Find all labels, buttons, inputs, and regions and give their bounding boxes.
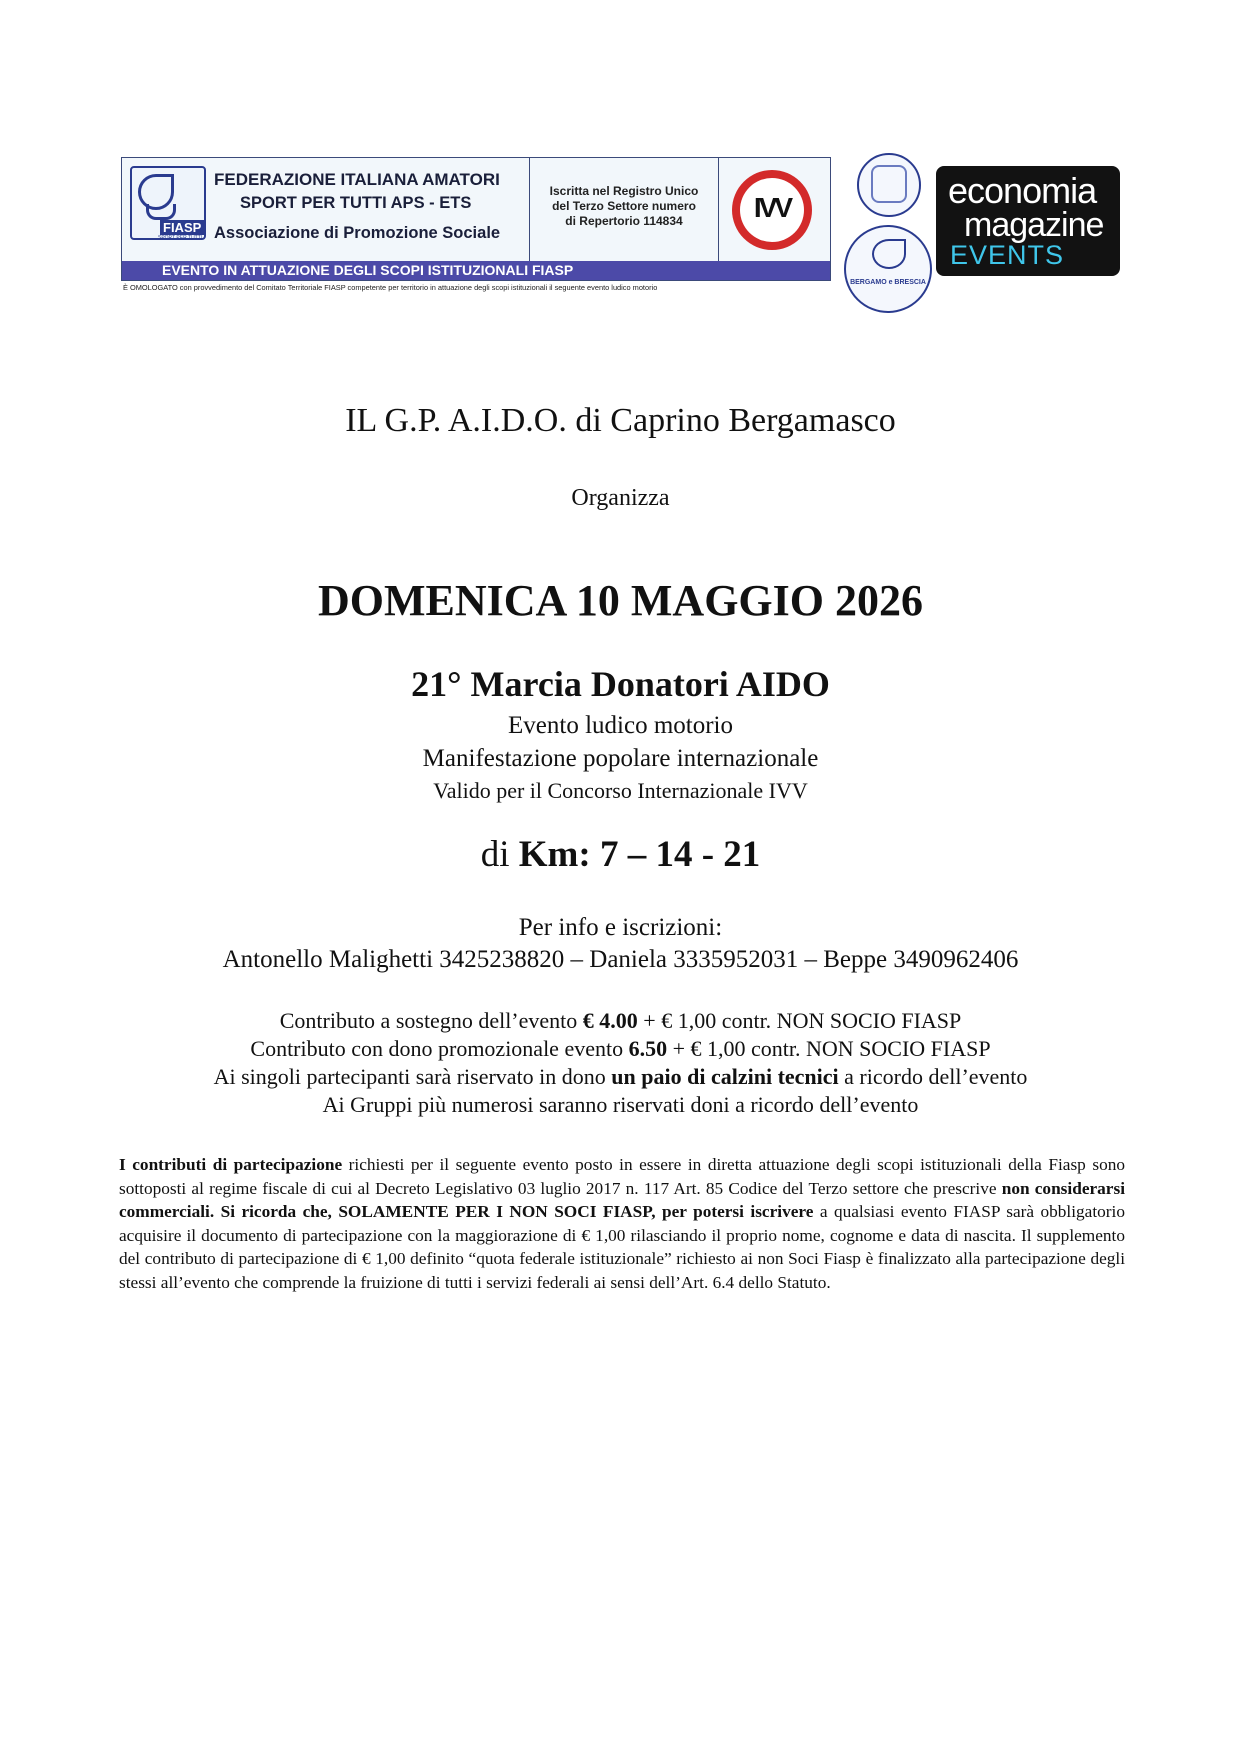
contacts-line: Antonello Malighetti 3425238820 – Daniela 3335952031 – Beppe 3490962406 [222,946,1019,973]
event-date: DOMENICA 10 MAGGIO 2026 [318,576,923,625]
organizza-label: Organizza [571,485,670,511]
event-name: 21° Marcia Donatori AIDO [411,664,830,704]
ct-logo-text: BERGAMO e BRESCIA [850,279,926,286]
event-category: Manifestazione popolare internazionale [422,745,819,772]
aido-logo [857,153,921,217]
distances-prefix: di [480,834,519,875]
gift-line [0,1064,1241,1090]
ivv-logo [732,170,812,250]
legal-bold-1: I contributi di partecipazione [119,1155,343,1174]
economia-word: economia [948,170,1097,211]
fee1-amount: € 4.00 [582,1008,638,1033]
economia-magazine-logo [936,166,1120,276]
legal-bold-2: non considerarsi commerciali. Si ricorda che, SOLAMENTE PER I NON SOCI FIASP, per potersi iscrivere [119,1178,1125,1221]
events-word: EVENTS [950,240,1065,270]
organizer-name: IL G.P. A.I.D.O. di Caprino Bergamasco [345,402,896,439]
comitato-territoriale-logo [844,225,932,313]
distances-value: Km: 7 – 14 - 21 [518,834,761,875]
fee2-suffix: + € 1,00 contr. NON SOCIO FIASP [667,1036,991,1061]
event-type: Evento ludico motorio [508,712,733,739]
fee1-text: Contributo a sostegno dell’evento [279,1008,583,1033]
fiasp-banner [121,157,831,281]
fee2-text: Contributo con dono promozionale evento [250,1036,629,1061]
registry-box [529,157,719,261]
gift-item: un paio di calzini tecnici [611,1064,839,1089]
fee-line-1 [0,1008,1241,1034]
info-label: Per info e iscrizioni: [518,914,723,941]
group-gift-line: Ai Gruppi più numerosi saranno riservati doni a ricordo dell’evento [322,1092,919,1117]
fiasp-logo-sub: SPORT PER TUTTI [158,235,203,241]
fiasp-logo [130,166,206,240]
banner-bottom-strip: EVENTO IN ATTUAZIONE DEGLI SCOPI ISTITUZIONALI FIASP [122,261,830,280]
registry-text: Iscritta nel Registro Unico del Terzo Settore numero di Repertorio 114834 [549,184,699,228]
fee2-amount: 6.50 [628,1036,668,1061]
legal-text-2: a qualsiasi evento FIASP sarà obbligatorio acquisire il documento di partecipazione con la maggiorazione di € 1,00 rilasciando il proprio nome, cognome e data di nascita. Il supplemento del contributo di partecipazione di € 1,00 definito “quota federale istituzionale” richiesto ai non Soci Fiasp è finalizzato alla partecipazione degli stessi all’evento che comprende la fruizione di tutti i servizi federali ai sensi dell’Art. 6.4 dello Statuto. [119,1202,1125,1292]
distances [0,833,1241,876]
fee1-suffix: + € 1,00 contr. NON SOCIO FIASP [637,1008,962,1033]
legal-paragraph [119,1153,1125,1294]
magazine-word: magazine [964,206,1104,244]
gift-suffix: a ricordo dell’evento [838,1064,1028,1089]
legal-text-1: richiesti per il seguente evento posto in essere in diretta attuazione degli scopi istituzionali della Fiasp sono sottoposti al regime fiscale di cui al Decreto Legislativo 03 luglio 2017 n. 117 Art. 85 Codice del Terzo settore che prescrive [119,1155,1125,1198]
gift-text: Ai singoli partecipanti sarà riservato in dono [213,1064,612,1089]
federation-name-line1: FEDERAZIONE ITALIANA AMATORI [214,170,500,189]
federation-association: Associazione di Promozione Sociale [214,224,501,242]
event-validity: Valido per il Concorso Internazionale IVV [433,778,808,803]
ivv-mark: IVV [753,192,791,223]
omologato-note: È OMOLOGATO con provvedimento del Comitato Territoriale FIASP competente per territorio in attuazione degli scopi istituzionali il seguente evento ludico motorio [123,283,658,292]
fiasp-logo-text: FIASP [160,220,204,235]
federation-name-line2: SPORT PER TUTTI APS - ETS [240,194,472,212]
fee-line-2 [0,1036,1241,1062]
